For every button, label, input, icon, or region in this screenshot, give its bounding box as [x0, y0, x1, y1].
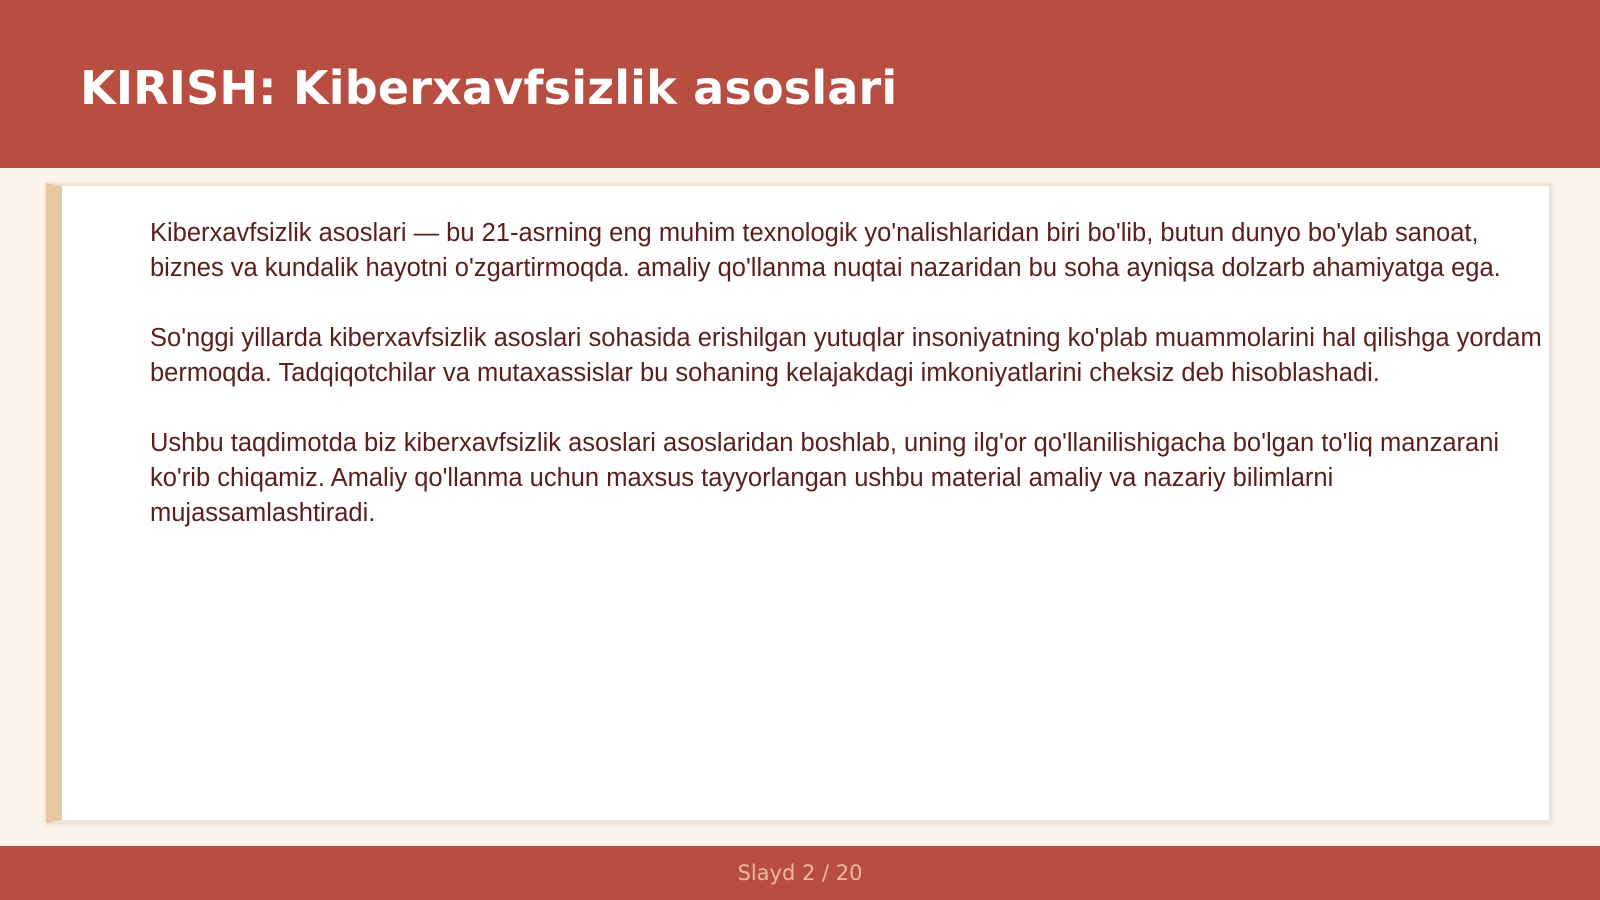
content-body — [150, 216, 1550, 566]
paragraph-2: So'nggi yillarda kiberxavfsizlik asoslari sohasida erishilgan yutuqlar insoniyatning ko'plab muammolarini hal qilishga yordam bermoqda. Tadqiqotchilar va mutaxassislar bu sohaning kelajakdagi imkoniyatlarini cheksiz deb hisoblashadi. — [150, 324, 1542, 387]
slide-footer — [0, 846, 1600, 900]
paragraph-3: Ushbu taqdimotda biz kiberxavfsizlik asoslari asoslaridan boshlab, uning ilg'or qo'llanilishigacha bo'lgan to'liq manzarani ko'rib chiqamiz. Amaliy qo'llanma uchun maxsus tayyorlangan ushbu material amaliy va nazariy bilimlarni mujassamlashtiradi. — [150, 429, 1500, 527]
slide-counter: Slayd 2 / 20 — [737, 861, 863, 885]
slide-title: KIRISH: Kiberxavfsizlik asoslari — [80, 61, 898, 115]
content-card — [46, 183, 1552, 823]
slide-header — [0, 0, 1600, 168]
paragraph-1: Kiberxavfsizlik asoslari — bu 21-asrning eng muhim texnologik yo'nalishlaridan biri bo'lib, butun dunyo bo'ylab sanoat, biznes va kundalik hayotni o'zgartirmoqda. amaliy qo'llanma nuqtai nazaridan bu soha ayniqsa dolzarb ahamiyatga ega. — [150, 219, 1501, 282]
